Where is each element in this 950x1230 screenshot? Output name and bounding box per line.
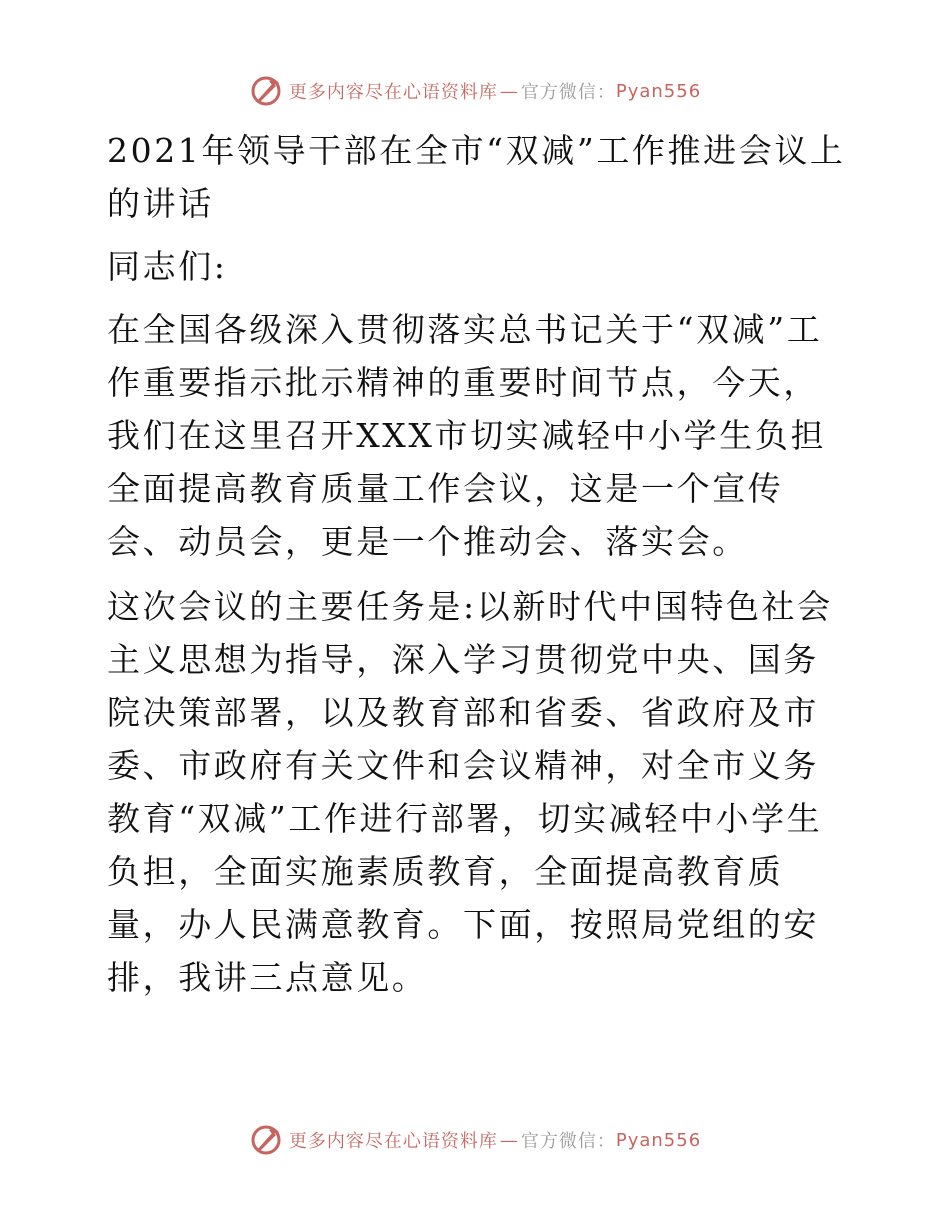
- greeting: 同志们:: [107, 247, 228, 286]
- watermark-label: 官方微信：: [520, 82, 616, 103]
- header-watermark: [0, 71, 950, 111]
- watermark-id: Pyan556: [615, 80, 702, 102]
- watermark-separator: —: [499, 1129, 519, 1151]
- paragraph-1: 在全国各级深入贯彻落实总书记关于“双减”工作重要指示批示精神的重要时间节点，今天，我们在这里召开XXX市切实减轻中小学生负担全面提高教育质量工作会议，这是一个宣传会、动员会，更是一个推动会、落实会。: [107, 310, 827, 561]
- watermark-separator: —: [499, 80, 519, 102]
- document-body: [97, 124, 849, 1004]
- watermark-id: Pyan556: [615, 1129, 702, 1151]
- quill-logo-icon: [249, 74, 283, 108]
- paragraph-2: 这次会议的主要任务是:以新时代中国特色社会主义思想为指导，深入学习贯彻党中央、国务院决策部署，以及教育部和省委、省政府及市委、市政府有关文件和会议精神，对全市义务教育“双减”工作进行部署，切实减轻中小学生负担，全面实施素质教育，全面提高教育质量，办人民满意教育。下面，按照局党组的安排，我讲三点意见。: [107, 587, 833, 997]
- footer-watermark: [0, 1120, 950, 1160]
- watermark-text: 更多内容尽在心语资料库: [288, 1131, 498, 1152]
- watermark-label: 官方微信：: [520, 1131, 616, 1152]
- document-title: 2021年领导干部在全市“双减”工作推进会议上的讲话: [107, 131, 846, 223]
- watermark-text: 更多内容尽在心语资料库: [288, 82, 498, 103]
- quill-logo-icon: [249, 1123, 283, 1157]
